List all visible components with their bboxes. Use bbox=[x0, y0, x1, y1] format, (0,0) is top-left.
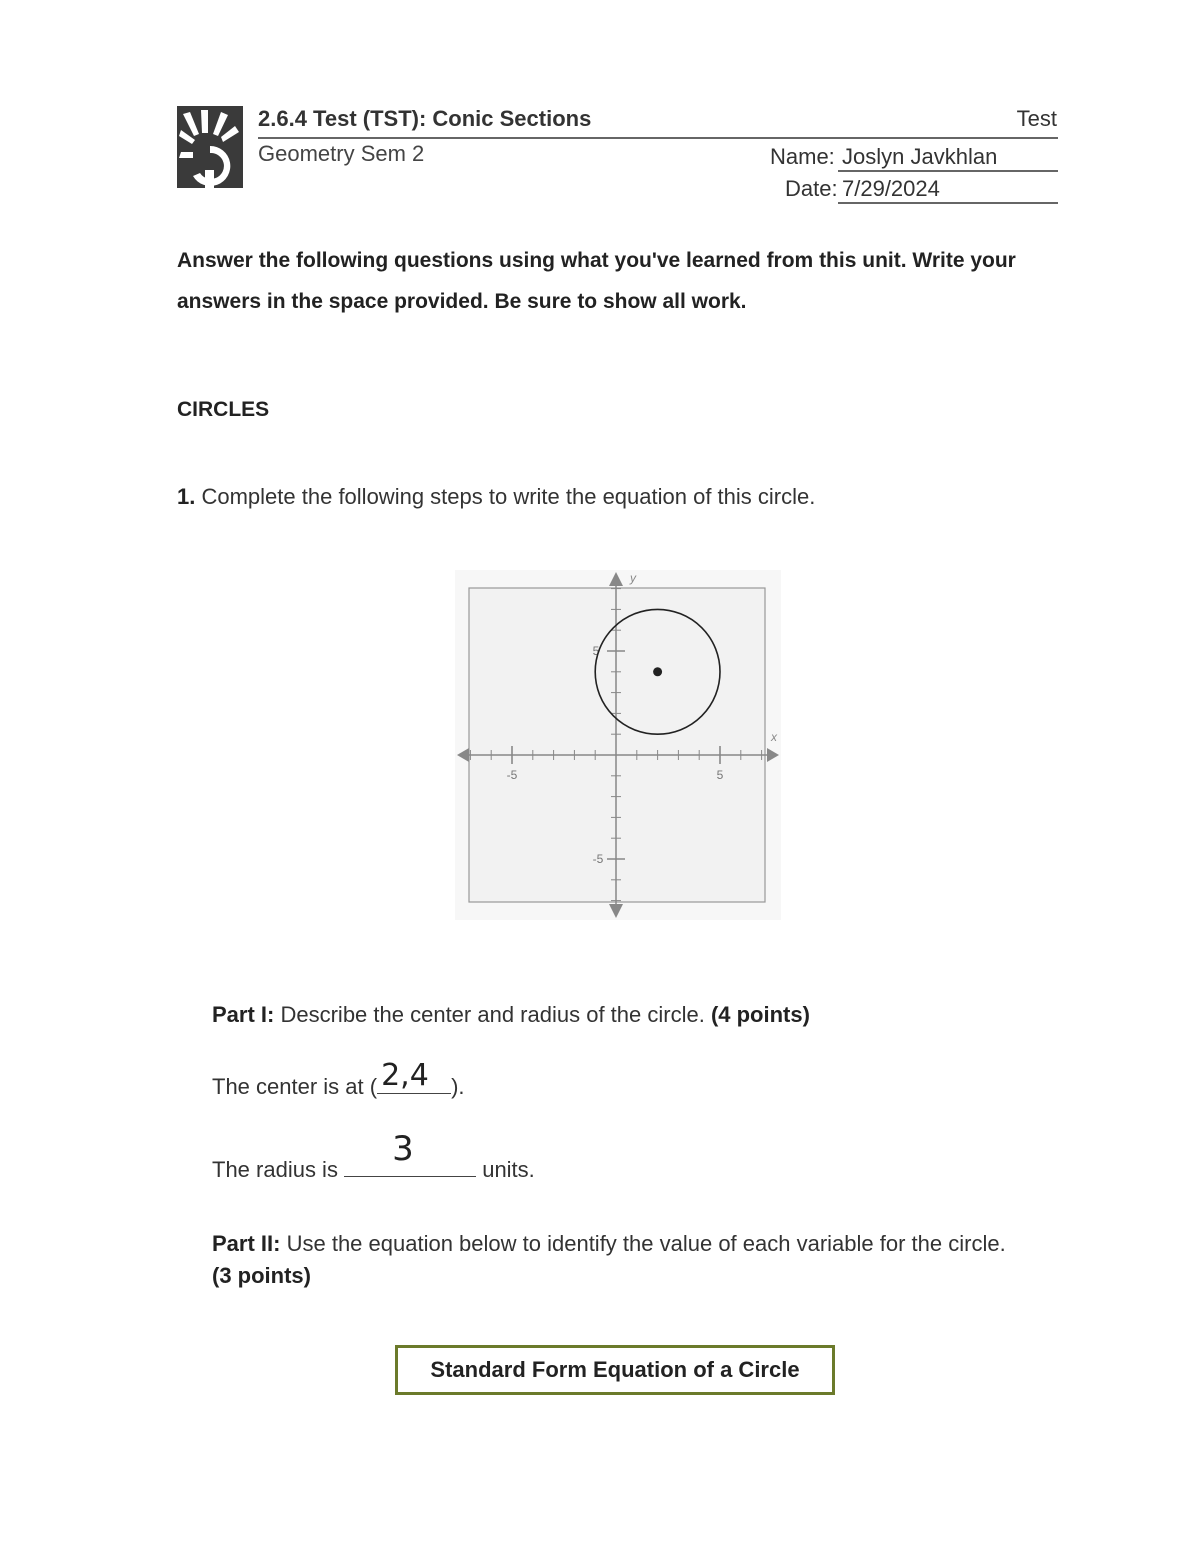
x-tick-label: -5 bbox=[506, 768, 518, 782]
section-heading: CIRCLES bbox=[177, 398, 270, 421]
center-suffix: ). bbox=[451, 1074, 465, 1099]
question-1 bbox=[177, 484, 815, 510]
radius-answer-line bbox=[212, 1129, 535, 1183]
question-text: Complete the following steps to write the equation of this circle. bbox=[201, 484, 816, 509]
radius-suffix: units. bbox=[482, 1157, 535, 1182]
name-field[interactable]: Joslyn Javkhlan bbox=[842, 144, 998, 169]
part-2-points: (3 points) bbox=[212, 1263, 311, 1288]
y-axis-label: y bbox=[630, 571, 636, 585]
header-divider bbox=[258, 137, 1058, 139]
date-label: Date: bbox=[785, 176, 838, 201]
standard-form-title: Standard Form Equation of a Circle bbox=[430, 1357, 800, 1382]
center-point bbox=[653, 667, 662, 676]
part-2-text: Use the equation below to identify the value of each variable for the circle. bbox=[286, 1231, 1006, 1256]
x-tick-label: 5 bbox=[716, 768, 724, 782]
circle-graph bbox=[455, 570, 781, 920]
part-2-label: Part II: bbox=[212, 1231, 281, 1256]
school-logo-icon bbox=[177, 106, 243, 188]
date-field[interactable]: 7/29/2024 bbox=[842, 176, 940, 201]
y-tick-label: 5 bbox=[592, 644, 600, 658]
part-2-prompt bbox=[212, 1228, 1072, 1292]
standard-form-box bbox=[395, 1345, 835, 1395]
question-number: 1. bbox=[177, 484, 196, 509]
page-title: 2.6.4 Test (TST): Conic Sections bbox=[258, 106, 592, 131]
date-underline bbox=[838, 202, 1058, 204]
center-blank[interactable] bbox=[377, 1058, 451, 1094]
course-name: Geometry Sem 2 bbox=[258, 141, 425, 166]
document-type-label: Test bbox=[1016, 106, 1057, 131]
name-underline bbox=[838, 170, 1058, 172]
center-answer-line bbox=[212, 1058, 465, 1100]
part-1-label: Part I: bbox=[212, 1002, 275, 1027]
center-answer: 2,4 bbox=[381, 1058, 429, 1093]
radius-prefix: The radius is bbox=[212, 1157, 338, 1182]
part-1-prompt bbox=[212, 1002, 810, 1028]
part-1-points: (4 points) bbox=[710, 1002, 810, 1027]
x-axis-label: x bbox=[771, 730, 777, 744]
instructions: Answer the following questions using what you've learned from this unit. Write your answers in the space provided. Be sure to show all work. bbox=[177, 249, 1016, 313]
part-1-text: Describe the center and radius of the circle. bbox=[280, 1002, 705, 1027]
name-label: Name: bbox=[770, 144, 835, 169]
y-tick-label: -5 bbox=[592, 852, 604, 866]
center-prefix: The center is at ( bbox=[212, 1074, 378, 1099]
radius-blank[interactable] bbox=[344, 1129, 476, 1177]
radius-answer: 3 bbox=[392, 1129, 414, 1169]
